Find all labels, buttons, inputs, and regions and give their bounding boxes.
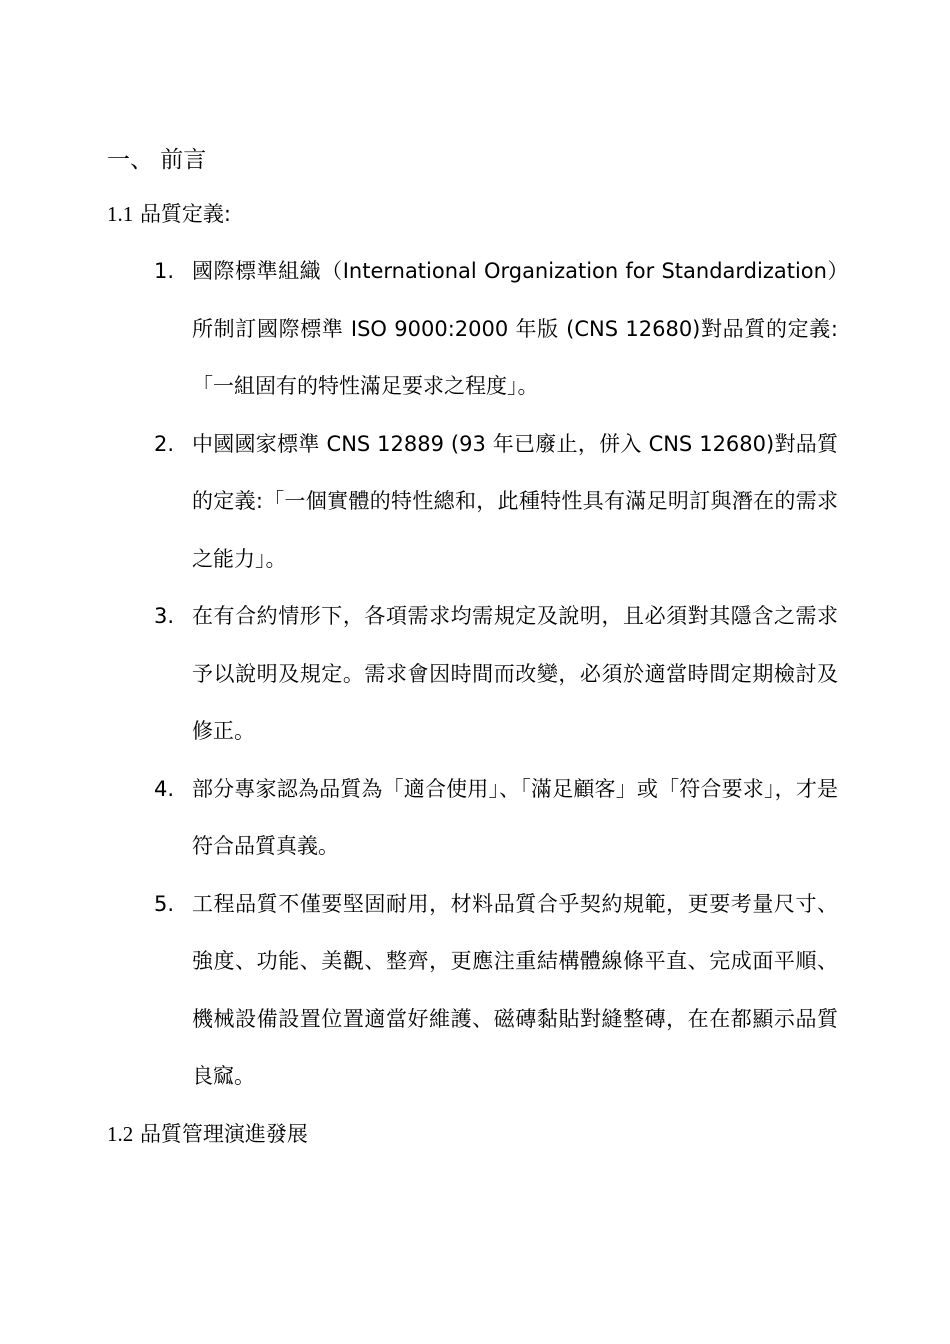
list-item-number: 4.: [154, 776, 175, 801]
list-item-number: 2.: [154, 431, 175, 456]
definition-list: [150, 243, 838, 1106]
list-item: [150, 876, 838, 1106]
list-item-number: 1.: [154, 259, 175, 283]
subsection-title: 品質管理演進發展: [139, 1122, 308, 1146]
list-item-text: 部分專家認為品質為「適合使用」、「滿足顧客」或「符合要求」，才是符合品質真義。: [192, 776, 838, 858]
subsection-heading-1-1: [107, 199, 231, 229]
section-heading: [107, 140, 206, 180]
subsection-number: 1.2: [107, 1122, 134, 1146]
list-item-text: 中國國家標準 CNS 12889 (93 年已廢止，併入 CNS 12680)對品質的定義:「一個實體的特性總和，此種特性具有滿足明訂與潛在的需求之能力」。: [192, 431, 838, 571]
list-item-text: 工程品質不僅要堅固耐用，材料品質合乎契約規範，更要考量尺寸、強度、功能、美觀、整齊，更應注重結構體線條平直、完成面平順、機械設備設置位置適當好維護、磁磚黏貼對縫整磚，在在都顯示品質良窳。: [192, 891, 838, 1088]
list-item: [150, 761, 838, 876]
list-item-text: 國際標準組織（International Organization for Standardization）所制訂國際標準 ISO 9000:2000 年版 (CNS 12680)對品質的定義:「一組固有的特性滿足要求之程度」。: [192, 259, 838, 398]
subsection-title: 品質定義:: [139, 202, 232, 226]
list-item-number: 3.: [154, 604, 175, 628]
subsection-number: 1.1: [107, 202, 134, 226]
list-item-number: 5.: [154, 891, 175, 916]
subsection-heading-1-2: [107, 1119, 308, 1149]
list-item-text: 在有合約情形下，各項需求均需規定及說明，且必須對其隱含之需求予以說明及規定。需求會因時間而改變，必須於適當時間定期檢討及修正。: [192, 604, 838, 743]
list-item: [150, 588, 838, 761]
list-item: [150, 416, 838, 589]
list-item: [150, 243, 838, 416]
section-title: 一、 前言: [107, 147, 207, 173]
